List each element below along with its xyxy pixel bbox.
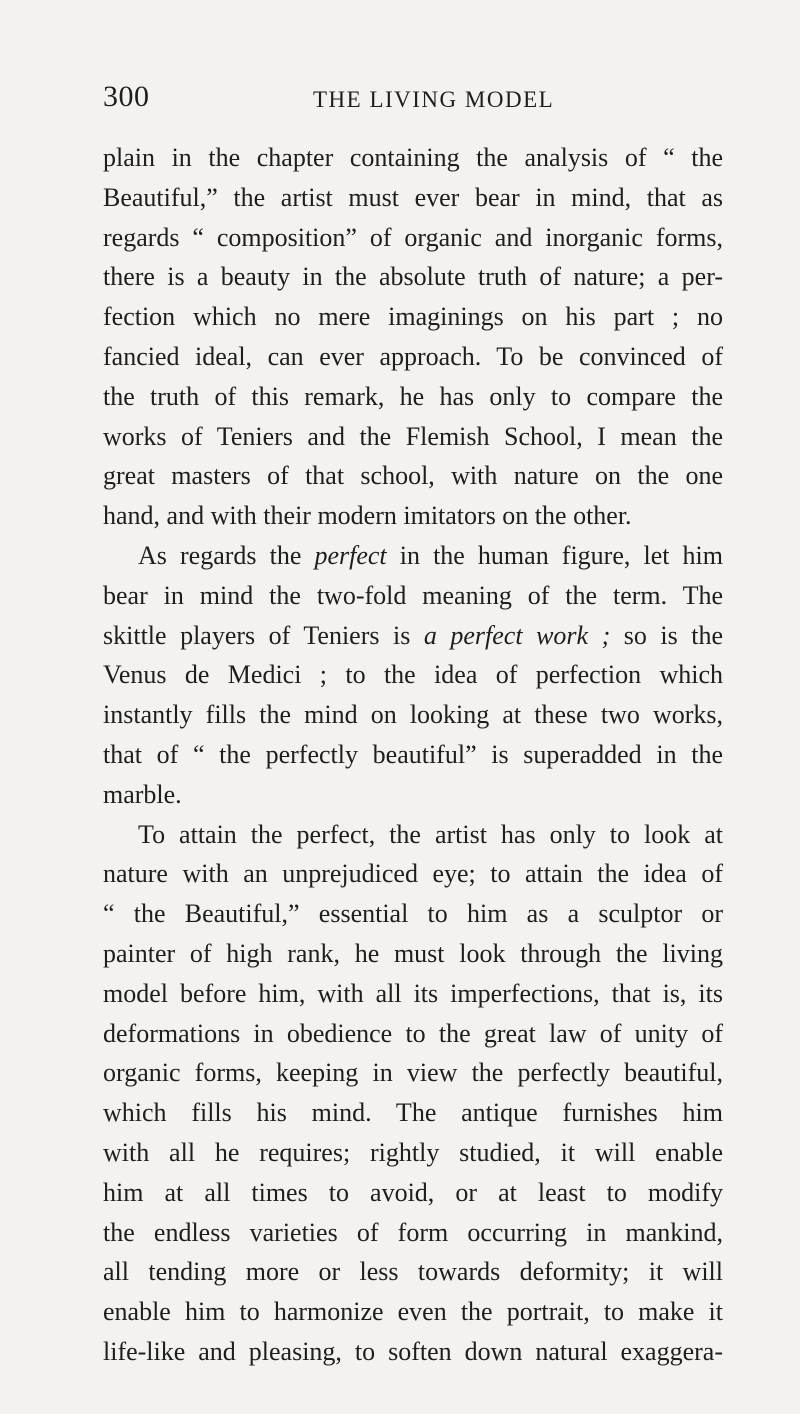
text-line: fancied ideal, can ever approach. To be convinced of <box>103 341 723 371</box>
text-line: hand, and with their modern imitators on the other. <box>103 501 632 531</box>
text-line: that of “ the perfectly beautiful” is superadded in the <box>103 739 723 769</box>
text-line: Venus de Medici ; to the idea of perfection which <box>103 660 723 690</box>
text-line: life-like and pleasing, to soften down natural exaggera- <box>103 1336 723 1366</box>
text-line: To attain the perfect, the artist has only to look at <box>138 819 723 849</box>
running-head <box>103 80 723 120</box>
text-run: As regards the <box>138 540 315 570</box>
text-line: deformations in obedience to the great law of unity of <box>103 1018 723 1048</box>
text-line: works of Teniers and the Flemish School, I mean the <box>103 421 723 451</box>
text-line: bear in mind the two-fold meaning of the term. The <box>103 580 723 610</box>
text-run: skittle players of Teniers is <box>103 620 424 650</box>
text-line: Beautiful,” the artist must ever bear in mind, that as <box>103 182 723 212</box>
text-line <box>103 616 723 656</box>
text-run: in the human figure, let him <box>386 540 723 570</box>
text-line: regards “ composition” of organic and inorganic forms, <box>103 222 723 252</box>
running-title: THE LIVING MODEL <box>313 87 555 112</box>
text-line: the truth of this remark, he has only to compare the <box>103 381 723 411</box>
text-line: which fills his mind. The antique furnishes him <box>103 1098 723 1128</box>
text-line: great masters of that school, with nature on the one <box>103 461 723 491</box>
text-line: the endless varieties of form occurring in mankind, <box>103 1217 723 1247</box>
text-line: there is a beauty in the absolute truth of nature; a per- <box>103 262 723 292</box>
text-line: all tending more or less towards deformity; it will <box>103 1257 723 1287</box>
text-line: marble. <box>103 779 182 809</box>
text-run: so is the <box>610 620 723 650</box>
text-line: painter of high rank, he must look through the living <box>103 938 723 968</box>
text-line: with all he requires; rightly studied, it will enable <box>103 1137 723 1167</box>
text-line <box>103 536 723 576</box>
text-line: organic forms, keeping in view the perfectly beautiful, <box>103 1058 723 1088</box>
italic-run: perfect <box>314 540 387 570</box>
text-line: fection which no mere imaginings on his part ; no <box>103 302 723 332</box>
text-line: him at all times to avoid, or at least to modify <box>103 1177 723 1207</box>
text-line: enable him to harmonize even the portrait, to make it <box>103 1297 723 1327</box>
text-line: “ the Beautiful,” essential to him as a sculptor or <box>103 899 723 929</box>
text-line: model before him, with all its imperfections, that is, its <box>103 978 723 1008</box>
text-line: nature with an unprejudiced eye; to attain the idea of <box>103 859 723 889</box>
italic-run: a perfect work ; <box>423 620 611 650</box>
text-line: instantly fills the mind on looking at these two works, <box>103 700 723 730</box>
body-text <box>103 138 723 1372</box>
page-number: 300 <box>103 80 150 113</box>
text-line: plain in the chapter containing the analysis of “ the <box>103 143 723 172</box>
